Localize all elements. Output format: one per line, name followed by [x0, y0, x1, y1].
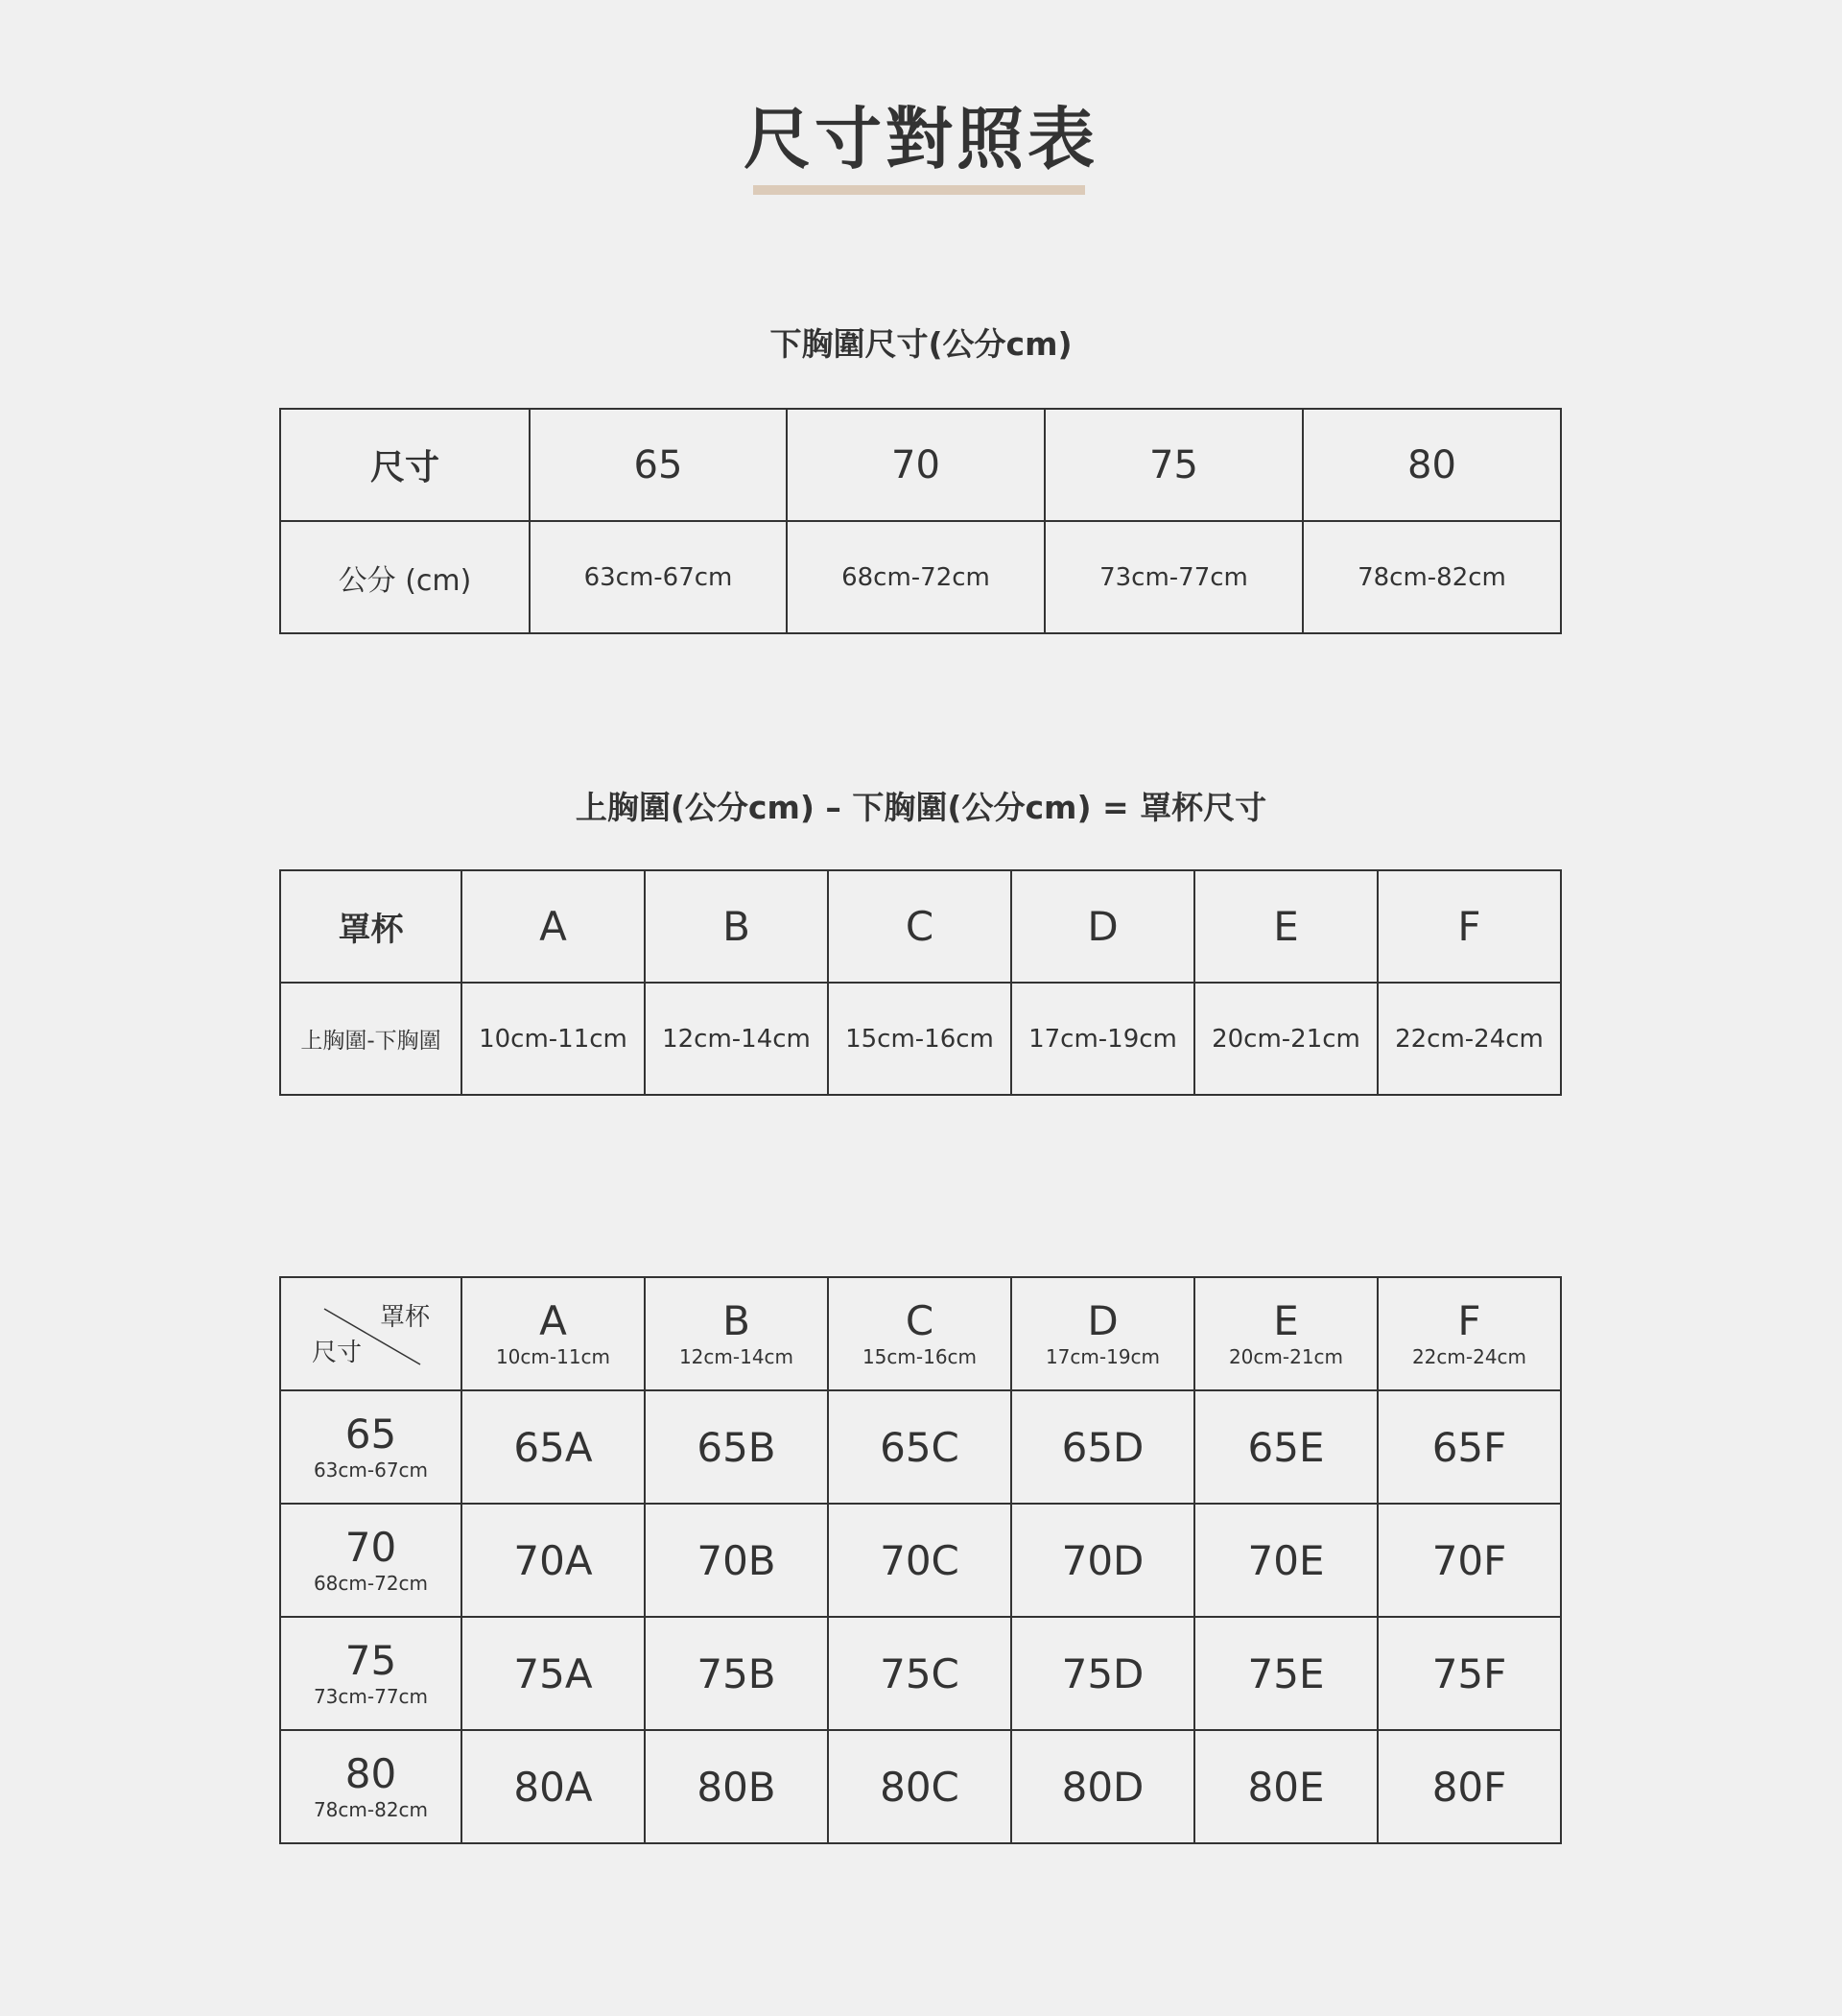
band-size-80: 80 [1303, 409, 1561, 521]
page-header [0, 96, 1842, 182]
page-title: 尺寸對照表 [744, 100, 1098, 178]
cup-letter-f: F [1378, 870, 1561, 983]
size-cell: 80C [828, 1730, 1011, 1843]
band-range-65: 63cm-67cm [530, 521, 787, 633]
size-matrix-row-80 [280, 1730, 1561, 1843]
matrix-band-range: 68cm-72cm [313, 1572, 429, 1595]
size-cell: 75B [645, 1617, 828, 1730]
size-matrix-row-70 [280, 1504, 1561, 1617]
cup-size-heading: 上胸圍(公分cm) – 下胸圍(公分cm) = 罩杯尺寸 [575, 789, 1267, 826]
band-size-heading: 下胸圍尺寸(公分cm) [769, 325, 1073, 363]
size-cell: 80F [1378, 1730, 1561, 1843]
size-matrix-corner [280, 1277, 461, 1390]
cup-range-c: 15cm-16cm [828, 983, 1011, 1095]
matrix-cup-header-c [828, 1277, 1011, 1390]
size-matrix-table [279, 1276, 1562, 1844]
matrix-cup-header-d [1011, 1277, 1194, 1390]
matrix-cup-range: 22cm-24cm [1411, 1345, 1527, 1368]
matrix-cup-range: 20cm-21cm [1228, 1345, 1344, 1368]
cup-range-e: 20cm-21cm [1194, 983, 1378, 1095]
size-cell: 75D [1011, 1617, 1194, 1730]
size-cell: 65E [1194, 1390, 1378, 1504]
cup-letter-b: B [645, 870, 828, 983]
band-size-65: 65 [530, 409, 787, 521]
size-cell: 80E [1194, 1730, 1378, 1843]
matrix-cup-range: 15cm-16cm [862, 1345, 978, 1368]
size-cell: 80A [461, 1730, 645, 1843]
cup-size-header-row [280, 870, 1561, 983]
band-size-range-row [280, 521, 1561, 633]
matrix-band-number: 70 [344, 1524, 397, 1571]
cup-letter-c: C [828, 870, 1011, 983]
matrix-cup-range: 10cm-11cm [495, 1345, 611, 1368]
size-cell: 70E [1194, 1504, 1378, 1617]
matrix-band-header [280, 1617, 461, 1730]
matrix-cup-letter: C [905, 1297, 934, 1344]
band-size-row-label: 公分 (cm) [280, 521, 530, 633]
size-cell: 70C [828, 1504, 1011, 1617]
size-matrix-row-65 [280, 1390, 1561, 1504]
cup-size-range-row [280, 983, 1561, 1095]
matrix-band-number: 65 [344, 1411, 397, 1458]
corner-diagonal-line [281, 1278, 461, 1389]
corner-cup-label: 罩杯 [379, 1303, 430, 1332]
cup-size-table [279, 869, 1562, 1096]
cup-letter-d: D [1011, 870, 1194, 983]
matrix-cup-header-a [461, 1277, 645, 1390]
band-size-75: 75 [1045, 409, 1303, 521]
size-cell: 75A [461, 1617, 645, 1730]
band-range-70: 68cm-72cm [787, 521, 1045, 633]
matrix-cup-header-e [1194, 1277, 1378, 1390]
band-size-70: 70 [787, 409, 1045, 521]
size-cell: 75C [828, 1617, 1011, 1730]
matrix-cup-range: 12cm-14cm [678, 1345, 794, 1368]
cup-size-row-label: 上胸圍-下胸圍 [280, 983, 461, 1095]
cup-range-b: 12cm-14cm [645, 983, 828, 1095]
size-cell: 65C [828, 1390, 1011, 1504]
matrix-cup-letter: B [722, 1297, 750, 1344]
size-cell: 70B [645, 1504, 828, 1617]
cup-letter-a: A [461, 870, 645, 983]
matrix-cup-range: 17cm-19cm [1045, 1345, 1161, 1368]
cup-range-a: 10cm-11cm [461, 983, 645, 1095]
band-range-75: 73cm-77cm [1045, 521, 1303, 633]
size-matrix-header-row [280, 1277, 1561, 1390]
size-cell: 70F [1378, 1504, 1561, 1617]
size-cell: 65D [1011, 1390, 1194, 1504]
size-cell: 75F [1378, 1617, 1561, 1730]
size-cell: 65B [645, 1390, 828, 1504]
size-cell: 65A [461, 1390, 645, 1504]
band-size-header-row [280, 409, 1561, 521]
matrix-cup-letter: F [1457, 1297, 1481, 1344]
cup-letter-e: E [1194, 870, 1378, 983]
title-underline [753, 185, 1085, 195]
matrix-band-header [280, 1730, 461, 1843]
band-range-80: 78cm-82cm [1303, 521, 1561, 633]
matrix-band-range: 78cm-82cm [313, 1798, 429, 1821]
size-cell: 70D [1011, 1504, 1194, 1617]
band-size-table [279, 408, 1562, 634]
size-cell: 80D [1011, 1730, 1194, 1843]
matrix-cup-letter: A [539, 1297, 567, 1344]
matrix-band-number: 75 [344, 1637, 397, 1684]
size-cell: 65F [1378, 1390, 1561, 1504]
matrix-cup-header-b [645, 1277, 828, 1390]
cup-range-f: 22cm-24cm [1378, 983, 1561, 1095]
matrix-band-range: 63cm-67cm [313, 1459, 429, 1482]
band-size-header-label: 尺寸 [280, 409, 530, 521]
matrix-cup-letter: E [1273, 1297, 1299, 1344]
size-cell: 80B [645, 1730, 828, 1843]
size-cell: 70A [461, 1504, 645, 1617]
matrix-band-header [280, 1504, 461, 1617]
size-cell: 75E [1194, 1617, 1378, 1730]
matrix-cup-header-f [1378, 1277, 1561, 1390]
matrix-band-number: 80 [344, 1750, 397, 1797]
cup-size-header-label: 罩杯 [280, 870, 461, 983]
matrix-band-range: 73cm-77cm [313, 1685, 429, 1708]
size-matrix-row-75 [280, 1617, 1561, 1730]
matrix-cup-letter: D [1087, 1297, 1119, 1344]
corner-size-label: 尺寸 [312, 1339, 363, 1367]
cup-range-d: 17cm-19cm [1011, 983, 1194, 1095]
matrix-band-header [280, 1390, 461, 1504]
